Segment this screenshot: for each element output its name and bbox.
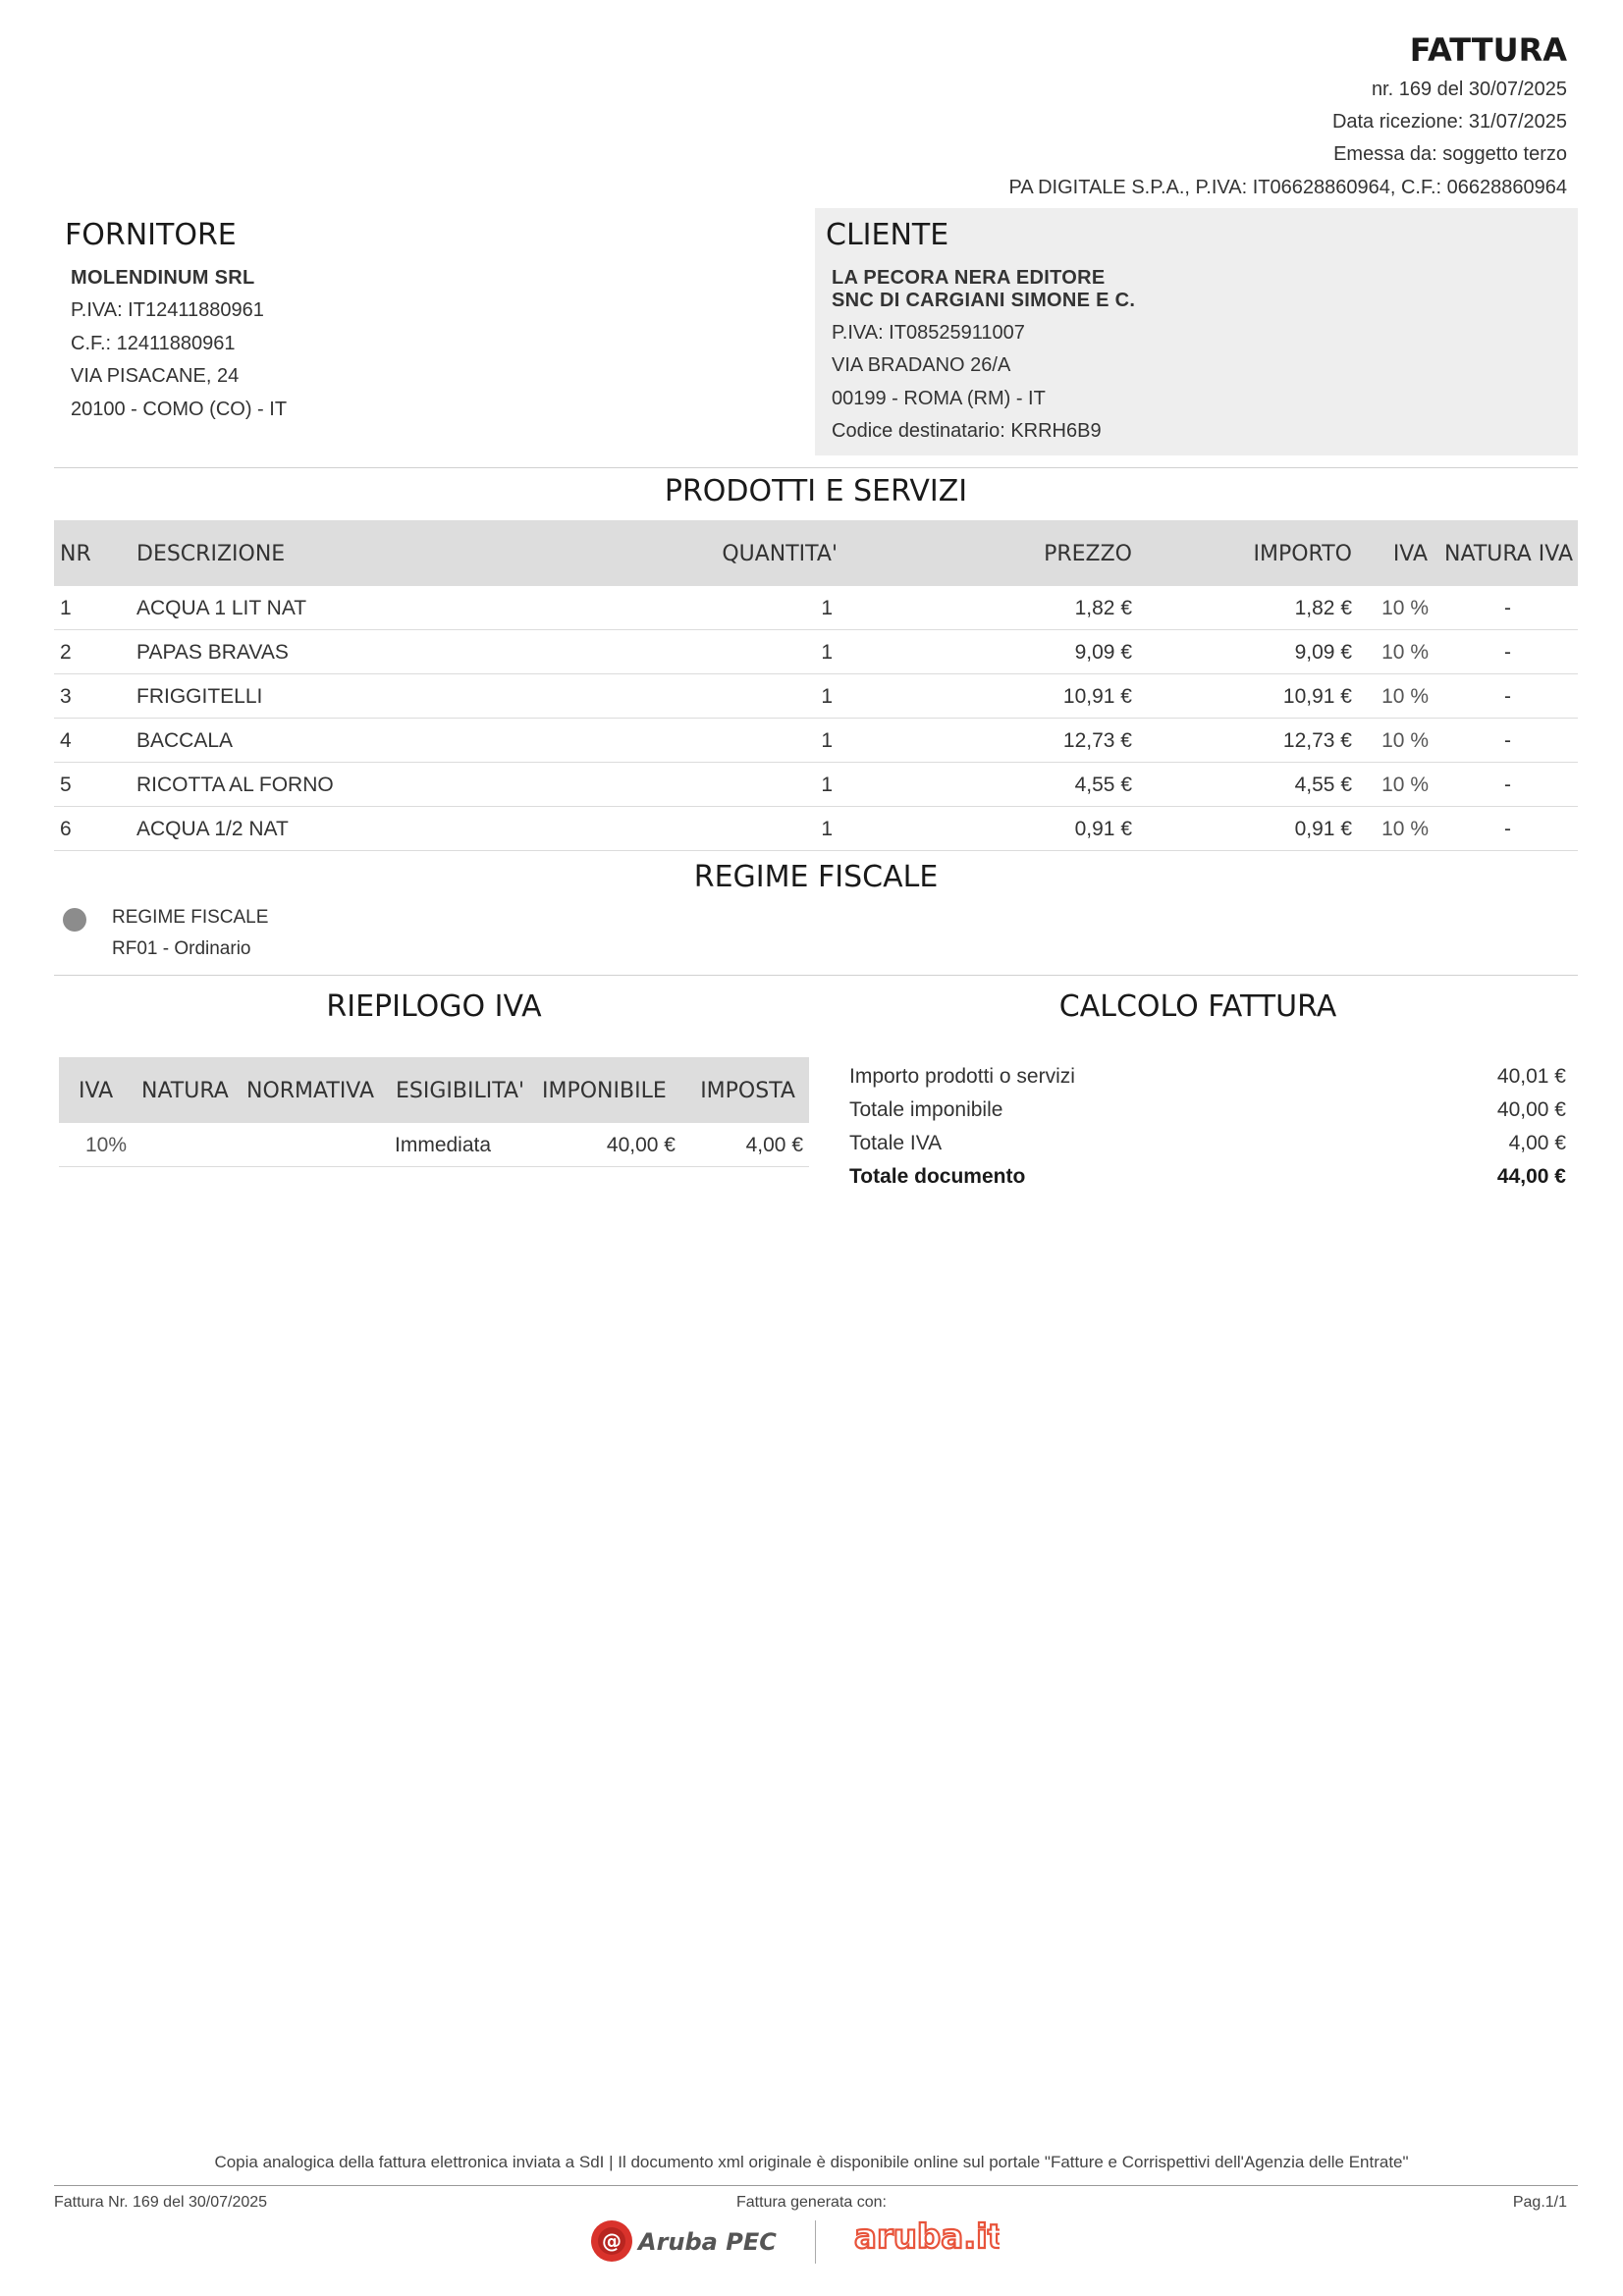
cell-tax: 4,00 €: [745, 1134, 803, 1156]
vat-summary-title: RIEPILOGO IVA: [326, 989, 542, 1024]
invoice-number: nr. 169 del 30/07/2025: [1371, 79, 1567, 100]
table-row: [54, 586, 1578, 630]
cell-quantity: 1: [821, 597, 833, 619]
cell-amount: 0,91 €: [1294, 818, 1352, 840]
footer-note: Copia analogica della fattura elettronica inviata a SdI | Il documento xml originale è disponibile online sul portale "Fatture e Corrispettivi dell'Agenzia delle Entrate": [214, 2153, 1409, 2171]
table-row: [54, 630, 1578, 674]
cell-nature: -: [1504, 818, 1511, 840]
document-title: FATTURA: [1409, 31, 1567, 69]
footer-generated-with: Fattura generata con:: [736, 2194, 887, 2211]
client-piva: P.IVA: IT08525911007: [832, 322, 1025, 344]
col-nature: NATURA: [141, 1079, 229, 1103]
supplier-box: [54, 208, 800, 455]
calculation-row: [849, 1098, 1566, 1128]
vat-summary-row: [59, 1123, 809, 1167]
cell-nature: -: [1504, 641, 1511, 664]
cell-nature: -: [1504, 685, 1511, 708]
client-city: 00199 - ROMA (RM) - IT: [832, 388, 1046, 409]
cell-quantity: 1: [821, 641, 833, 664]
cell-quantity: 1: [821, 729, 833, 752]
cell-nr: 4: [60, 729, 72, 752]
table-row: [54, 719, 1578, 763]
cell-vat: 10 %: [1381, 685, 1429, 708]
bullet-icon: [63, 908, 86, 932]
table-row: [54, 674, 1578, 719]
calculation-value: 40,01 €: [1496, 1065, 1566, 1088]
col-vat: IVA: [1392, 542, 1428, 566]
cell-nr: 6: [60, 818, 72, 840]
cell-amount: 9,09 €: [1294, 641, 1352, 664]
intermediary-info: PA DIGITALE S.P.A., P.IVA: IT06628860964, C.F.: 06628860964: [1008, 177, 1567, 198]
calculation-label: Importo prodotti o servizi: [849, 1065, 1075, 1088]
calculation-row: [849, 1065, 1566, 1095]
client-box: [815, 208, 1578, 455]
cell-amount: 1,82 €: [1294, 597, 1352, 619]
calculation-value: 40,00 €: [1496, 1098, 1566, 1121]
table-row: [54, 807, 1578, 851]
products-title: PRODOTTI E SERVIZI: [664, 474, 968, 508]
client-name-line2: SNC DI CARGIANI SIMONE E C.: [832, 290, 1136, 311]
col-vat: IVA: [79, 1079, 114, 1103]
regime-title: REGIME FISCALE: [693, 860, 939, 894]
cell-vat: 10 %: [1381, 818, 1429, 840]
cell-price: 9,09 €: [1074, 641, 1132, 664]
col-rule: NORMATIVA: [246, 1079, 375, 1103]
logo-pec-text: Aruba PEC: [638, 2228, 777, 2256]
received-date: Data ricezione: 31/07/2025: [1331, 111, 1567, 133]
cell-description: RICOTTA AL FORNO: [136, 774, 334, 796]
client-recipient-code: Codice destinatario: KRRH6B9: [832, 420, 1102, 442]
cell-nr: 3: [60, 685, 72, 708]
cell-amount: 10,91 €: [1282, 685, 1352, 708]
aruba-it-logo: [852, 2213, 1000, 2262]
cell-nr: 2: [60, 641, 72, 664]
calculation-label: Totale IVA: [849, 1132, 943, 1154]
calculation-value: 44,00 €: [1496, 1165, 1566, 1188]
col-price: PREZZO: [1044, 542, 1132, 566]
supplier-name: MOLENDINUM SRL: [71, 267, 255, 289]
cell-vat: 10%: [85, 1134, 128, 1156]
cell-description: ACQUA 1 LIT NAT: [136, 597, 307, 619]
cell-description: BACCALA: [136, 729, 234, 752]
cell-price: 0,91 €: [1074, 818, 1132, 840]
cell-amount: 4,55 €: [1294, 774, 1352, 796]
cell-taxable: 40,00 €: [606, 1134, 676, 1156]
cell-quantity: 1: [821, 685, 833, 708]
col-quantity: QUANTITA': [722, 542, 838, 566]
calculation-value: 4,00 €: [1508, 1132, 1566, 1154]
divider: [54, 467, 1578, 468]
col-amount: IMPORTO: [1253, 542, 1352, 566]
client-name-line1: LA PECORA NERA EDITORE: [832, 267, 1106, 289]
svg-text:@: @: [602, 2229, 622, 2253]
logo-aruba-text: aruba.it: [854, 2217, 1000, 2257]
cell-description: FRIGGITELLI: [136, 685, 263, 708]
cell-description: PAPAS BRAVAS: [136, 641, 289, 664]
cell-price: 1,82 €: [1074, 597, 1132, 619]
cell-vat: 10 %: [1381, 597, 1429, 619]
col-description: DESCRIZIONE: [136, 542, 286, 566]
cell-amount: 12,73 €: [1282, 729, 1352, 752]
supplier-cf: C.F.: 12411880961: [71, 333, 236, 354]
client-heading: CLIENTE: [826, 218, 949, 252]
aruba-pec-logo: [589, 2218, 781, 2264]
calculation-label: Totale documento: [849, 1165, 1026, 1188]
vat-summary-header: [59, 1057, 809, 1123]
supplier-address: VIA PISACANE, 24: [71, 365, 240, 387]
issued-by: Emessa da: soggetto terzo: [1333, 143, 1567, 165]
col-tax: IMPOSTA: [700, 1079, 795, 1103]
cell-vat: 10 %: [1381, 774, 1429, 796]
cell-nr: 5: [60, 774, 72, 796]
supplier-city: 20100 - COMO (CO) - IT: [71, 399, 288, 420]
client-address: VIA BRADANO 26/A: [832, 354, 1011, 376]
supplier-piva: P.IVA: IT12411880961: [71, 299, 264, 321]
cell-vat: 10 %: [1381, 729, 1429, 752]
col-chargeability: ESIGIBILITA': [396, 1079, 525, 1103]
regime-label: REGIME FISCALE: [112, 907, 269, 928]
cell-price: 4,55 €: [1074, 774, 1132, 796]
col-nr: NR: [60, 542, 91, 566]
products-table-header: [54, 520, 1578, 586]
calculation-title: CALCOLO FATTURA: [1058, 989, 1337, 1024]
divider: [54, 975, 1578, 976]
col-nature: NATURA IVA: [1444, 542, 1573, 566]
supplier-heading: FORNITORE: [65, 218, 237, 252]
footer-invoice-ref: Fattura Nr. 169 del 30/07/2025: [54, 2194, 268, 2211]
table-row: [54, 763, 1578, 807]
cell-nature: -: [1504, 729, 1511, 752]
cell-price: 10,91 €: [1062, 685, 1132, 708]
footer-divider: [54, 2185, 1578, 2186]
cell-chargeability: Immediata: [395, 1134, 492, 1156]
cell-price: 12,73 €: [1062, 729, 1132, 752]
cell-quantity: 1: [821, 818, 833, 840]
cell-vat: 10 %: [1381, 641, 1429, 664]
cell-quantity: 1: [821, 774, 833, 796]
col-taxable: IMPONIBILE: [542, 1079, 667, 1103]
cell-nature: -: [1504, 597, 1511, 619]
logo-divider: [815, 2220, 816, 2264]
cell-nr: 1: [60, 597, 72, 619]
footer-page-number: Pag.1/1: [1512, 2194, 1567, 2211]
calculation-row: [849, 1132, 1566, 1161]
calculation-label: Totale imponibile: [849, 1098, 1003, 1121]
regime-value: RF01 - Ordinario: [112, 938, 251, 959]
calculation-row: [849, 1165, 1566, 1195]
cell-nature: -: [1504, 774, 1511, 796]
cell-description: ACQUA 1/2 NAT: [136, 818, 289, 840]
